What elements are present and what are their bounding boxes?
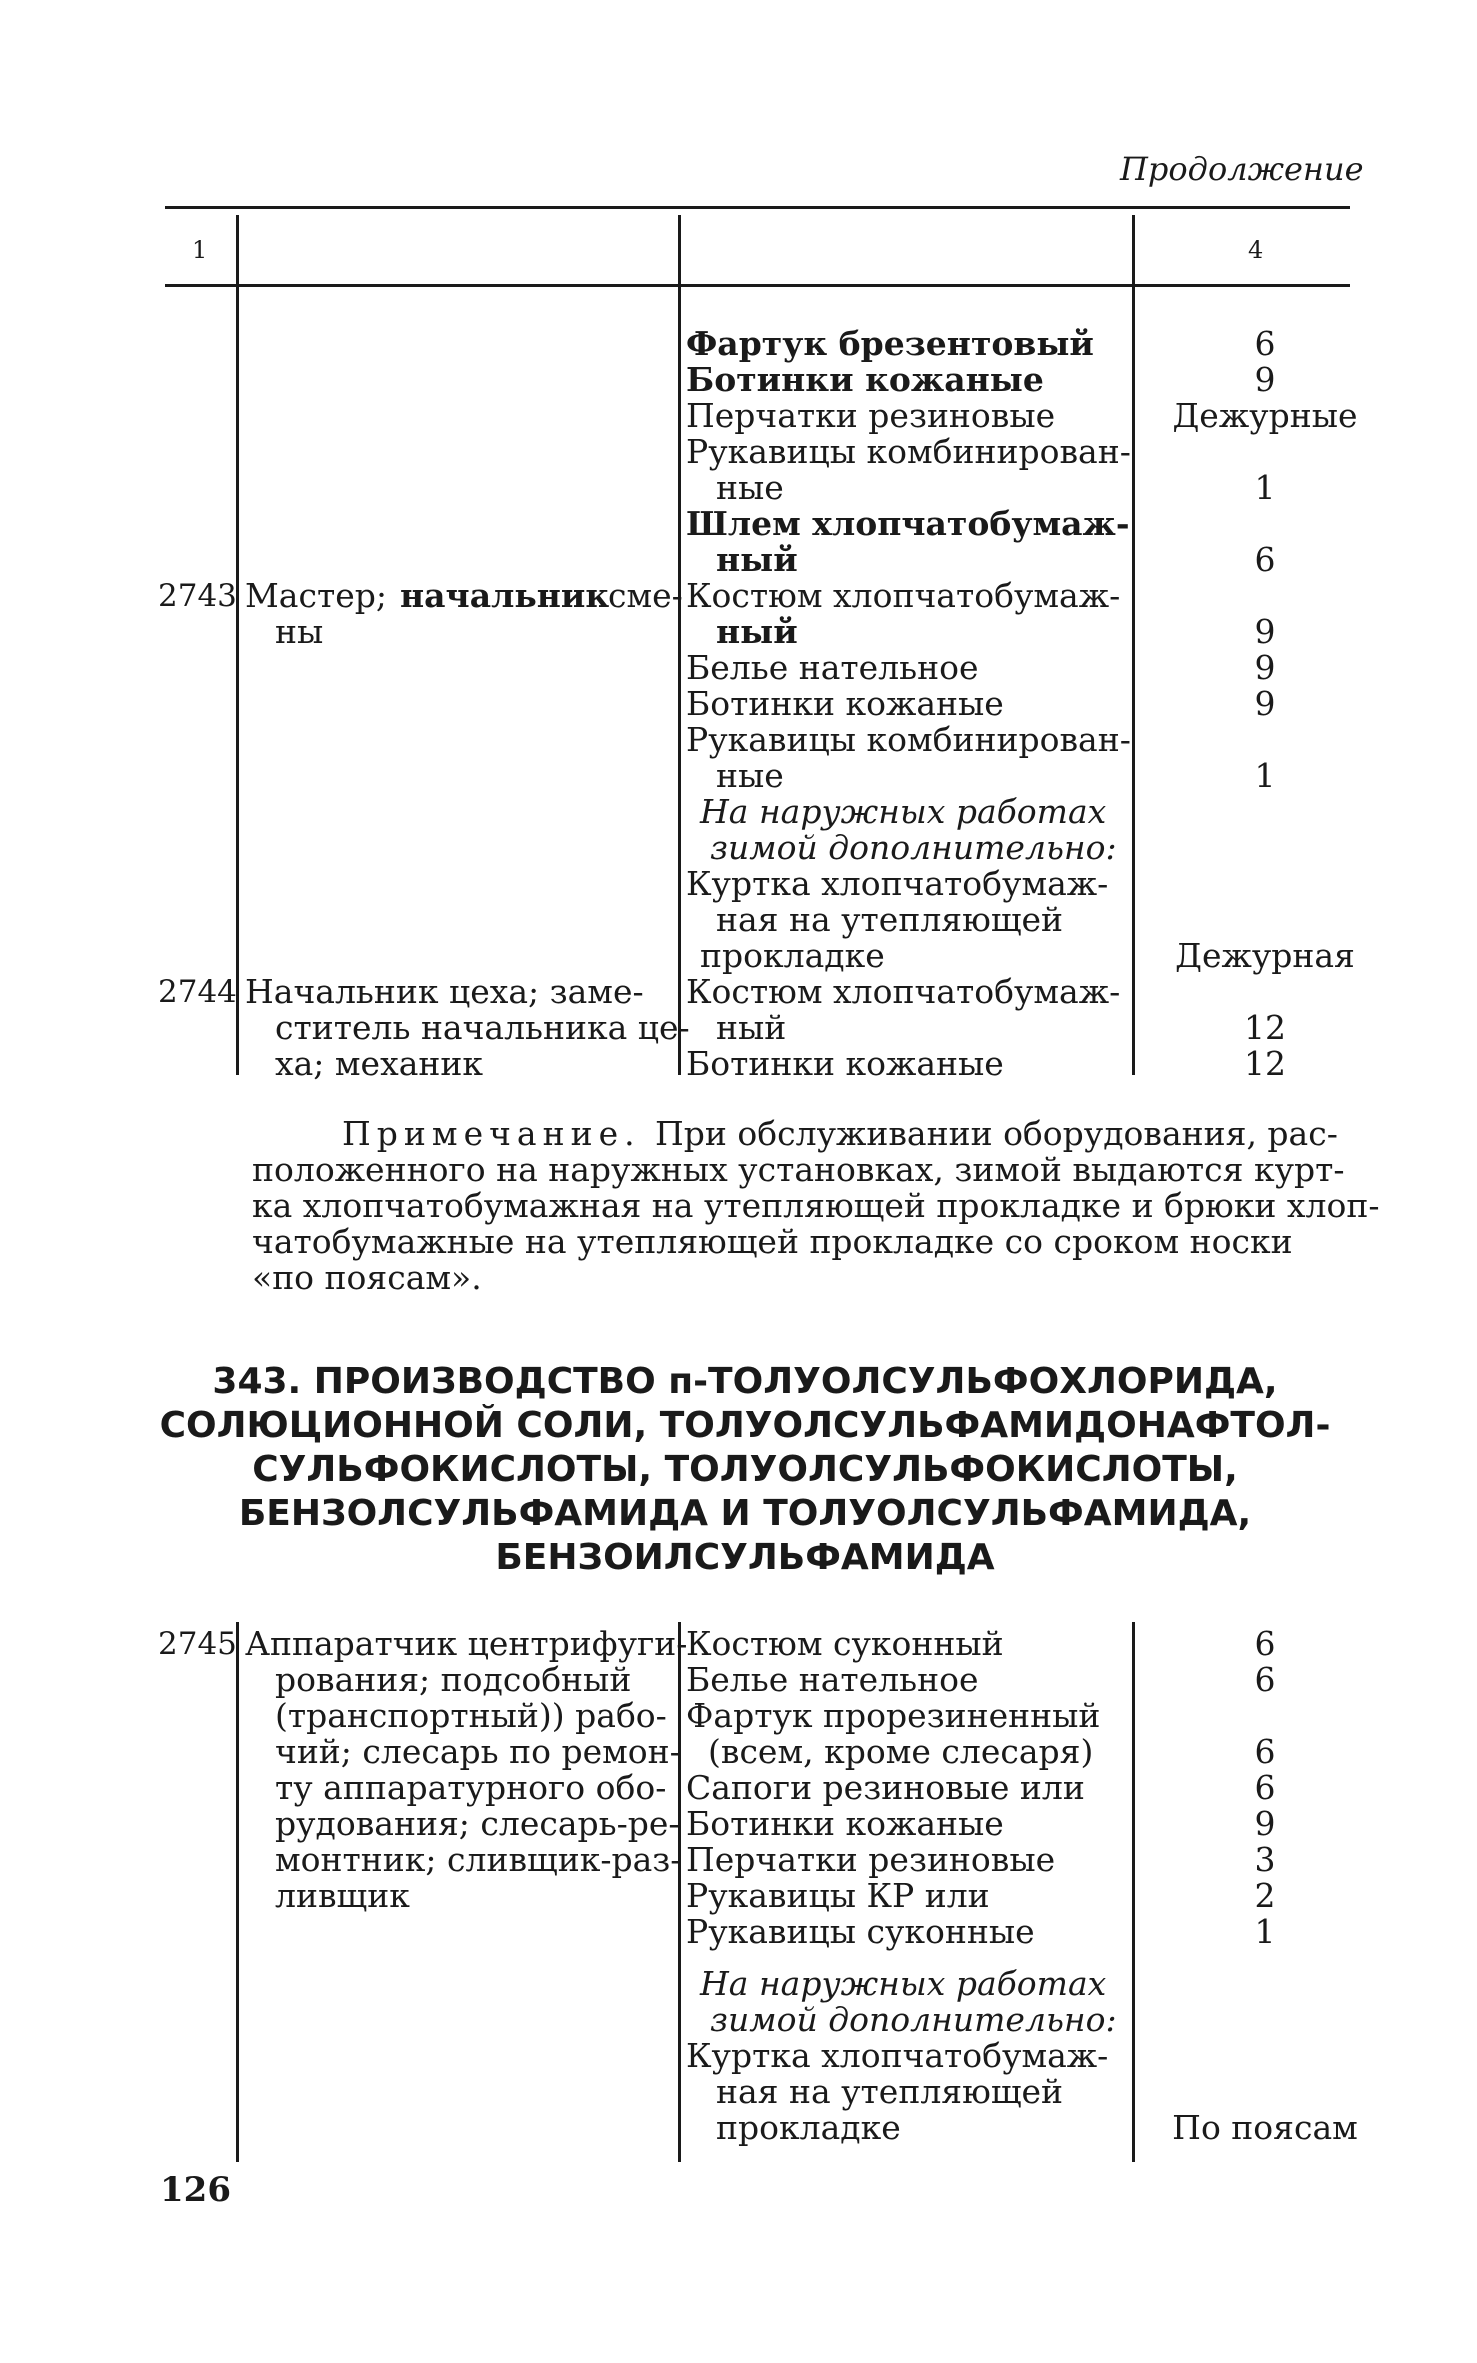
- col-divider-1: [236, 1622, 239, 2162]
- item-value: 3: [1254, 1840, 1276, 1879]
- header-bottom-rule: [165, 284, 1350, 287]
- profession: Аппаратчик центрифуги-: [245, 1624, 688, 1663]
- item-name: Белье нательное: [686, 1660, 979, 1699]
- profession-cont: монтник; сливщик-раз-: [275, 1840, 682, 1879]
- profession-cont: ливщик: [275, 1876, 410, 1915]
- item-name: Фартук прорезиненный: [686, 1696, 1101, 1735]
- row-number: 2743: [158, 578, 237, 614]
- item-name: Костюм хлопчатобумаж-: [686, 576, 1121, 615]
- item-name-cont: прокладке: [716, 2108, 901, 2147]
- item-name-cont: ный: [716, 1008, 787, 1047]
- item-value: 9: [1254, 360, 1276, 399]
- profession-cont: рудования; слесарь-ре-: [275, 1804, 680, 1843]
- item-name: Ботинки кожаные: [686, 360, 1044, 399]
- item-name: Фартук брезентовый: [686, 324, 1094, 363]
- winter-note: зимой дополнительно:: [710, 2000, 1117, 2039]
- item-name: Куртка хлопчатобумаж-: [686, 864, 1109, 903]
- col-divider-1: [236, 215, 239, 1075]
- item-value: 1: [1254, 468, 1276, 507]
- profession-cont: чий; слесарь по ремон-: [275, 1732, 681, 1771]
- item-name: Рукавицы суконные: [686, 1912, 1035, 1951]
- col-divider-2: [678, 215, 681, 1075]
- header-col-1: 1: [192, 236, 208, 264]
- item-name: Шлем хлопчатобумаж-: [686, 504, 1130, 543]
- winter-note: зимой дополнительно:: [710, 828, 1117, 867]
- item-value: 12: [1244, 1044, 1286, 1083]
- item-value: 9: [1254, 612, 1276, 651]
- item-name: Рукавицы комбинирован-: [686, 720, 1131, 759]
- winter-note: На наружных работах: [700, 792, 1107, 831]
- note-line: ка хлопчатобумажная на утепляющей прокладке и брюки хлоп-: [252, 1186, 1380, 1225]
- item-value: 6: [1254, 324, 1276, 363]
- profession-cont: (транспортный)) рабо-: [275, 1696, 667, 1735]
- item-name: Перчатки резиновые: [686, 1840, 1056, 1879]
- profession: Начальник цеха; заме-: [245, 972, 644, 1011]
- item-value: 6: [1254, 1768, 1276, 1807]
- item-name: Ботинки кожаные: [686, 684, 1004, 723]
- profession-cont: рования; подсобный: [275, 1660, 632, 1699]
- item-value: 1: [1254, 756, 1276, 795]
- winter-note: На наружных работах: [700, 1964, 1107, 2003]
- item-value: 6: [1254, 1732, 1276, 1771]
- note-line: При обслуживании оборудования, рас-: [655, 1114, 1338, 1153]
- item-name: Куртка хлопчатобумаж-: [686, 2036, 1109, 2075]
- item-value: 6: [1254, 540, 1276, 579]
- item-name-cont: (всем, кроме слесаря): [708, 1732, 1094, 1771]
- item-name: Костюм суконный: [686, 1624, 1004, 1663]
- profession-cont: ту аппаратурного обо-: [275, 1768, 667, 1807]
- item-name-cont: ный: [716, 540, 798, 579]
- profession-cont: ститель начальника це-: [275, 1008, 690, 1047]
- item-value: Дежурные: [1172, 396, 1358, 435]
- item-name: Костюм хлопчатобумаж-: [686, 972, 1121, 1011]
- profession: сме-: [608, 576, 683, 615]
- note-line: положенного на наружных установках, зимой выдаются курт-: [252, 1150, 1345, 1189]
- item-value: 9: [1254, 648, 1276, 687]
- item-name-cont: ная на утепляющей: [716, 2072, 1064, 2111]
- item-name-cont: ные: [716, 468, 784, 507]
- section-heading-line: БЕНЗОИЛСУЛЬФАМИДА: [495, 1537, 995, 1578]
- running-head: Продолжение: [1120, 150, 1364, 188]
- item-name-cont: прокладке: [700, 936, 885, 975]
- item-name: Ботинки кожаные: [686, 1044, 1004, 1083]
- col-divider-3: [1132, 1622, 1135, 2162]
- section-heading-line: СОЛЮЦИОННОЙ СОЛИ, ТОЛУОЛСУЛЬФАМИДОНАФТОЛ-: [159, 1405, 1331, 1446]
- col-divider-2: [678, 1622, 681, 2162]
- item-value: 2: [1254, 1876, 1276, 1915]
- item-name-cont: ная на утепляющей: [716, 900, 1064, 939]
- page-number: 126: [160, 2170, 231, 2210]
- section-heading-line: БЕНЗОЛСУЛЬФАМИДА И ТОЛУОЛСУЛЬФАМИДА,: [238, 1493, 1252, 1534]
- item-value: 1: [1254, 1912, 1276, 1951]
- table-top-rule: [165, 206, 1350, 209]
- profession: Мастер;: [245, 576, 387, 615]
- item-value: Дежурная: [1175, 936, 1355, 975]
- item-name: Белье нательное: [686, 648, 979, 687]
- header-col-4: 4: [1248, 236, 1264, 264]
- item-name: Рукавицы КР или: [686, 1876, 990, 1915]
- item-name: Ботинки кожаные: [686, 1804, 1004, 1843]
- note-line: чатобумажные на утепляющей прокладке со сроком носки: [252, 1222, 1293, 1261]
- profession: начальник: [400, 576, 610, 615]
- profession-cont: ны: [275, 612, 324, 651]
- row-number: 2744: [158, 974, 237, 1010]
- profession-cont: ха; механик: [275, 1044, 483, 1083]
- item-name: Перчатки резиновые: [686, 396, 1056, 435]
- item-name-cont: ный: [716, 612, 798, 651]
- note-label: Примечание.: [342, 1114, 641, 1153]
- col-divider-3: [1132, 215, 1135, 1075]
- item-name-cont: ные: [716, 756, 784, 795]
- item-value: 9: [1254, 684, 1276, 723]
- section-heading-line: СУЛЬФОКИСЛОТЫ, ТОЛУОЛСУЛЬФОКИСЛОТЫ,: [252, 1449, 1238, 1490]
- item-name: Рукавицы комбинирован-: [686, 432, 1131, 471]
- item-value: 6: [1254, 1624, 1276, 1663]
- item-value: По поясам: [1172, 2108, 1358, 2147]
- item-name: Сапоги резиновые или: [686, 1768, 1085, 1807]
- item-value: 9: [1254, 1804, 1276, 1843]
- item-value: 12: [1244, 1008, 1286, 1047]
- section-heading-line: 343. ПРОИЗВОДСТВО п-ТОЛУОЛСУЛЬФОХЛОРИДА,: [212, 1361, 1278, 1402]
- row-number: 2745: [158, 1626, 237, 1662]
- note-line: «по поясам».: [252, 1258, 482, 1297]
- item-value: 6: [1254, 1660, 1276, 1699]
